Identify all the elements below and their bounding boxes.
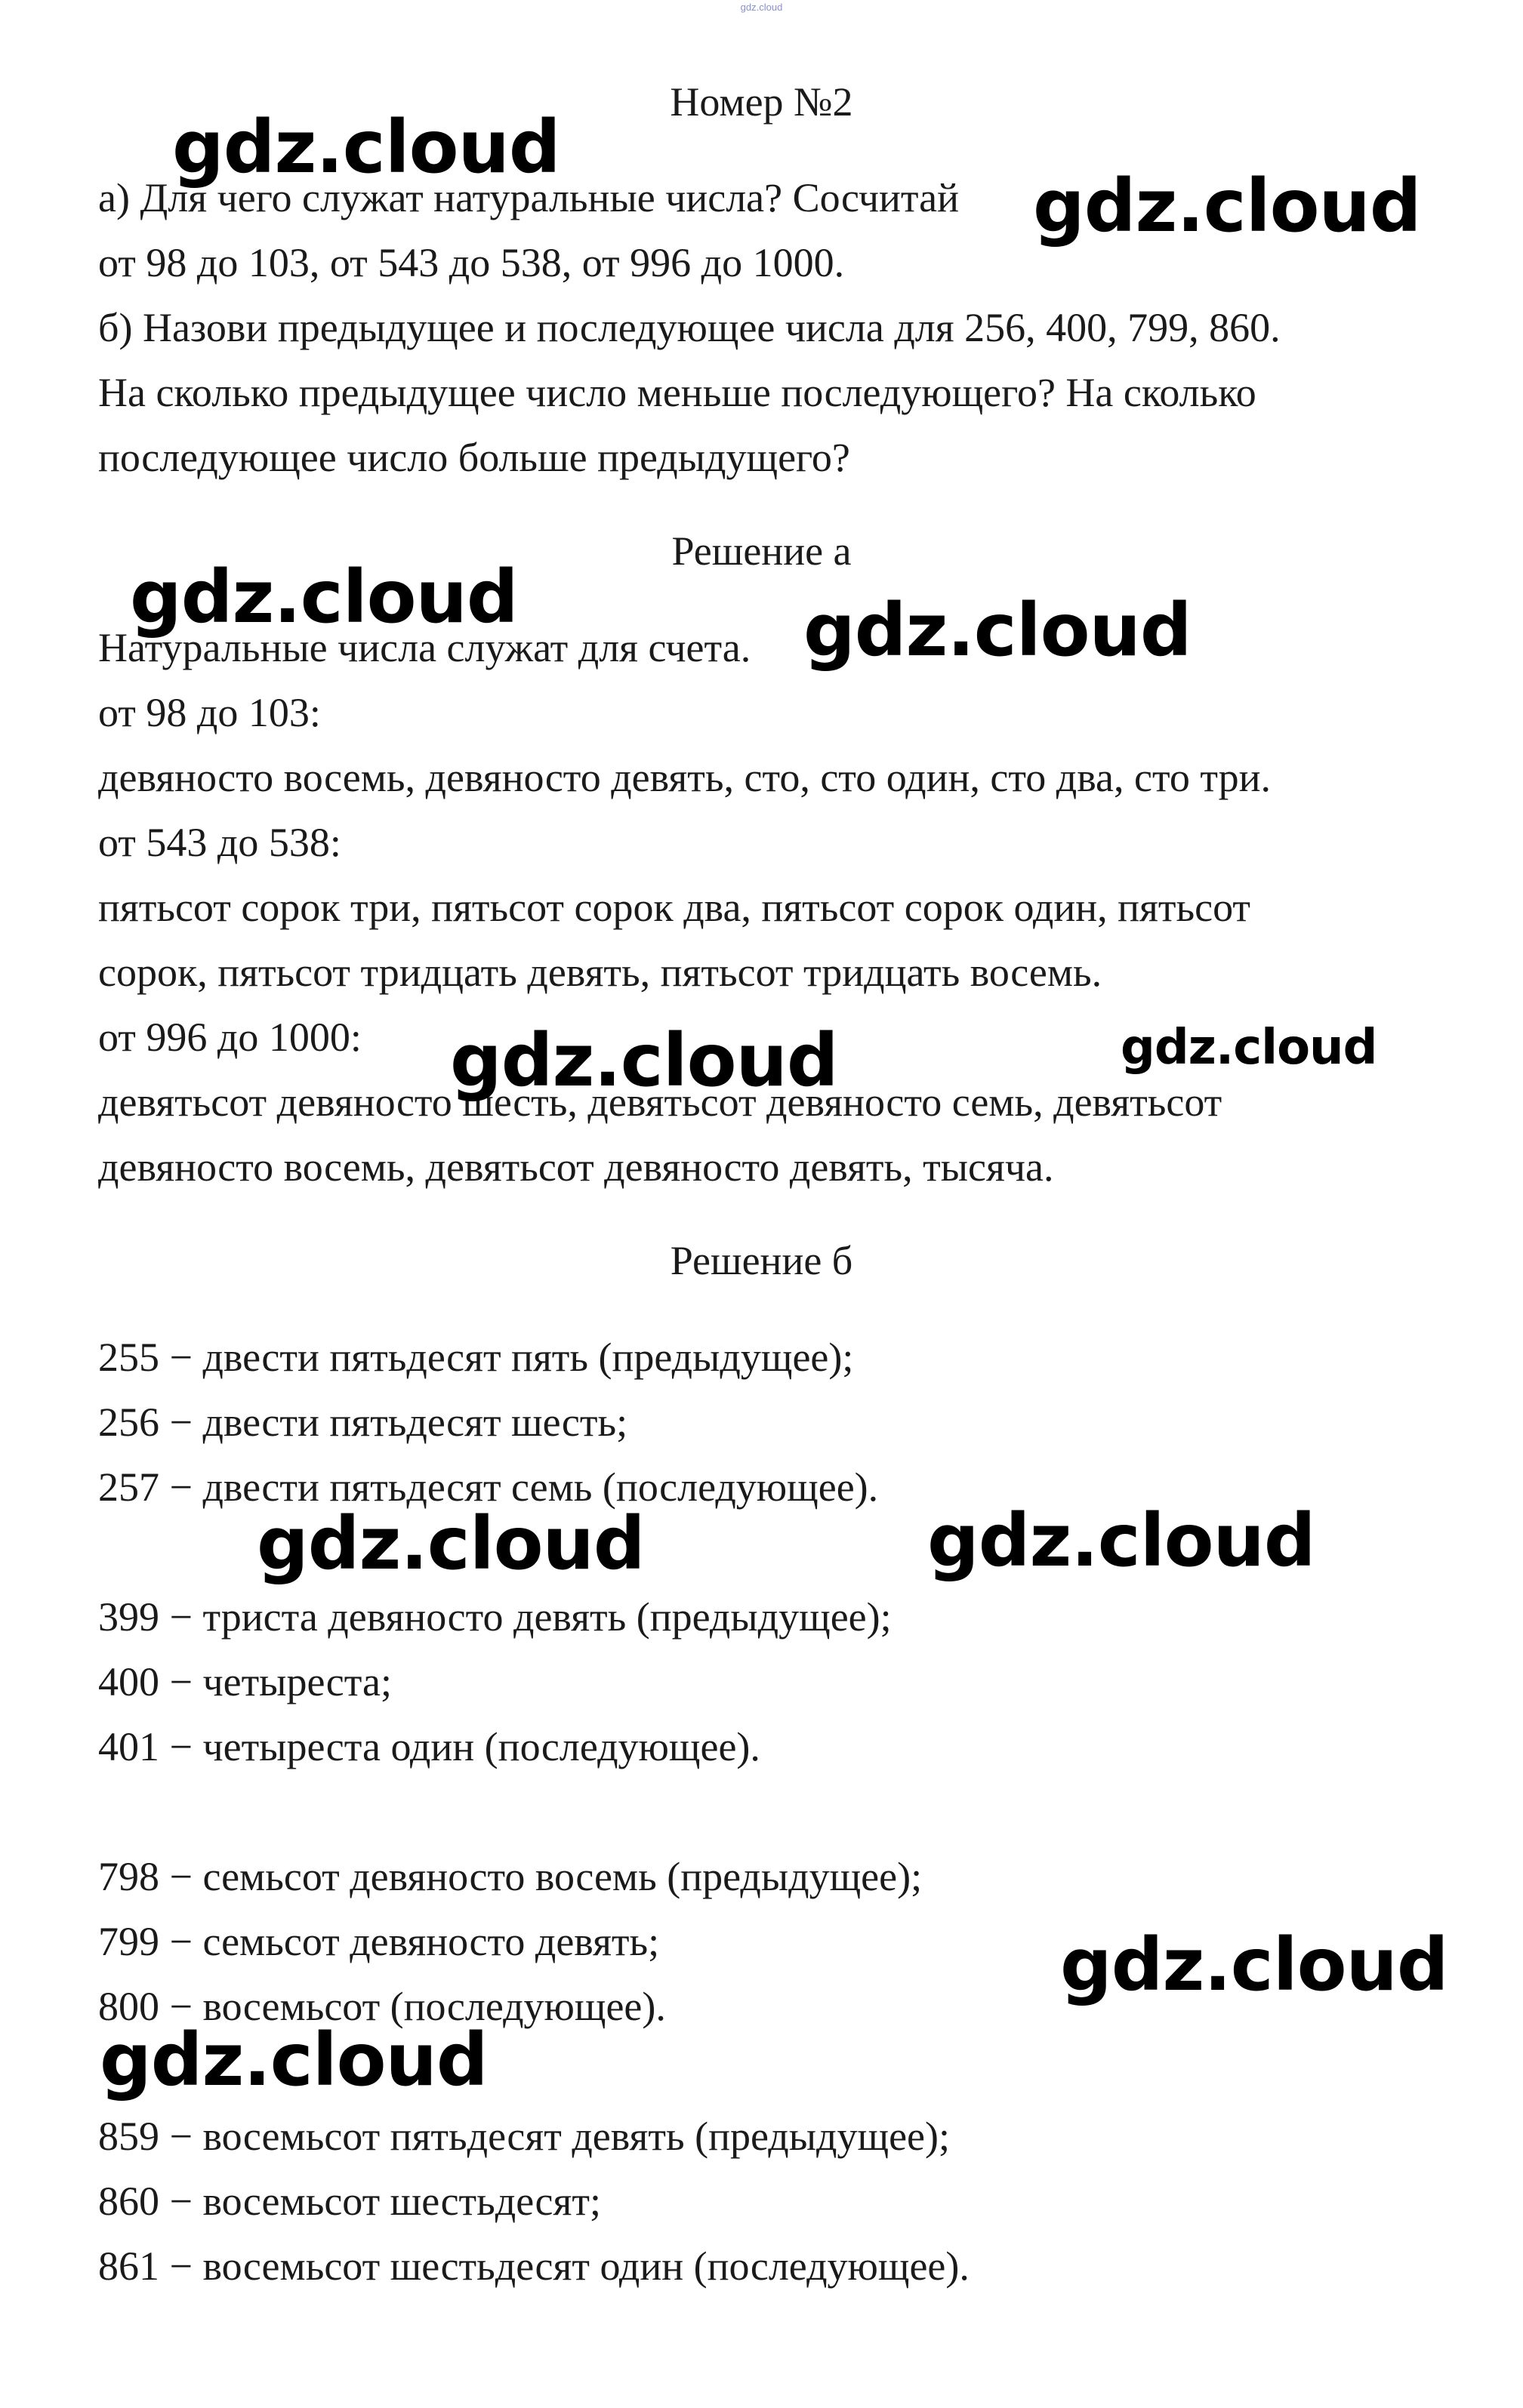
number-line: 800 − восемьсот (последующее). <box>98 1984 666 2029</box>
watermark: gdz.cloud <box>1060 1923 1448 2007</box>
solution-line: от 996 до 1000: <box>98 1015 362 1060</box>
watermark: gdz.cloud <box>1121 1020 1377 1076</box>
solution-a-heading: Решение а <box>671 528 852 574</box>
watermark: gdz.cloud <box>450 1018 838 1103</box>
number-line: 255 − двести пятьдесят пять (предыдущее); <box>98 1335 854 1380</box>
solution-line: от 543 до 538: <box>98 820 341 865</box>
watermark: gdz.cloud <box>257 1501 645 1586</box>
watermark: gdz.cloud <box>1033 164 1421 248</box>
number-line: 400 − четыреста; <box>98 1659 392 1704</box>
number-line: 256 − двести пятьдесят шесть; <box>98 1400 628 1445</box>
task-line: последующее число больше предыдущего? <box>98 435 850 480</box>
watermark: gdz.cloud <box>172 105 560 189</box>
solution-line: сорок, пятьсот тридцать девять, пятьсот тридцать восемь. <box>98 950 1102 995</box>
number-line: 257 − двести пятьдесят семь (последующее). <box>98 1464 879 1510</box>
number-line: 399 − триста девяносто девять (предыдущее); <box>98 1594 892 1640</box>
task-line: б) Назови предыдущее и последующее числа для 256, 400, 799, 860. <box>98 305 1281 350</box>
number-line: 861 − восемьсот шестьдесят один (последующее). <box>98 2243 970 2289</box>
solution-line: от 98 до 103: <box>98 690 321 735</box>
solution-line: девяносто восемь, девятьсот девяносто девять, тысяча. <box>98 1144 1054 1190</box>
number-line: 799 − семьсот девяносто девять; <box>98 1919 660 1964</box>
number-line: 859 − восемьсот пятьдесят девять (предыдущее); <box>98 2114 950 2159</box>
number-line: 860 − восемьсот шестьдесят; <box>98 2179 601 2224</box>
site-mark: gdz.cloud <box>740 2 783 13</box>
watermark: gdz.cloud <box>130 555 518 639</box>
solution-line: пятьсот сорок три, пятьсот сорок два, пятьсот сорок один, пятьсот <box>98 885 1250 930</box>
solution-line: девяносто восемь, девяносто девять, сто, сто один, сто два, сто три. <box>98 755 1272 800</box>
page-title: Номер №2 <box>670 79 853 125</box>
watermark: gdz.cloud <box>927 1498 1315 1583</box>
task-line: а) Для чего служат натуральные числа? Сосчитай <box>98 175 960 220</box>
number-line: 401 − четыреста один (последующее). <box>98 1724 760 1769</box>
task-line: На сколько предыдущее число меньше последующего? На сколько <box>98 370 1256 415</box>
solution-line: девятьсот девяносто шесть, девятьсот девяносто семь, девятьсот <box>98 1079 1222 1125</box>
number-line: 798 − семьсот девяносто восемь (предыдущее); <box>98 1854 923 1899</box>
task-line: от 98 до 103, от 543 до 538, от 996 до 1000. <box>98 240 845 285</box>
solution-b-heading: Решение б <box>670 1238 853 1283</box>
watermark: gdz.cloud <box>100 2018 488 2102</box>
solution-line: Натуральные числа служат для счета. <box>98 625 751 670</box>
watermark: gdz.cloud <box>803 588 1192 673</box>
